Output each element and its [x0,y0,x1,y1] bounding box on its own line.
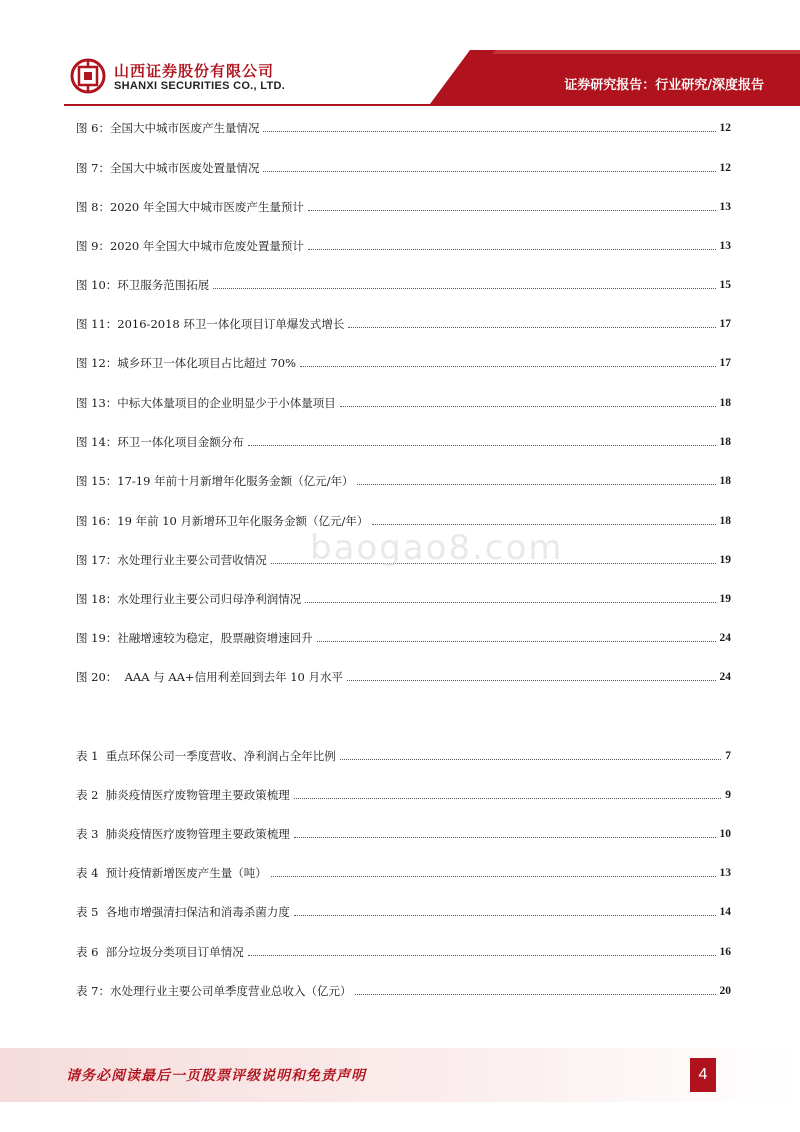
toc-leader [340,405,716,407]
toc-leader [308,248,716,250]
toc-row-figure-15[interactable] [76,469,731,489]
toc-page: 12 [719,122,731,134]
toc-row-table-6[interactable] [76,940,731,960]
toc-leader [294,797,721,799]
toc-label: 表 3 肺炎疫情医疗废物管理主要政策梳理 [76,827,290,841]
toc-page: 17 [719,357,731,369]
toc-leader [347,679,715,681]
toc-label: 图 9：2020 年全国大中城市危废处置量预计 [76,239,304,253]
toc-row-figure-9[interactable] [76,234,731,254]
toc-leader [263,170,715,172]
toc-row-figure-6[interactable] [76,116,731,136]
toc-page: 24 [719,632,731,644]
toc-leader [248,444,716,446]
toc-row-figure-13[interactable] [76,391,731,411]
toc-leader [340,758,721,760]
toc-row-figure-18[interactable] [76,587,731,607]
toc-label: 图 6：全国大中城市医废产生量情况 [76,121,260,135]
toc-page: 16 [719,946,731,958]
toc-row-figure-19[interactable] [76,626,731,646]
toc-row-figure-12[interactable] [76,351,731,371]
page-footer [0,1048,800,1102]
toc-leader [372,523,715,525]
toc-label: 图 7：全国大中城市医废处置量情况 [76,161,260,175]
toc-row-figure-7[interactable] [76,156,731,176]
toc-label: 图 17：水处理行业主要公司营收情况 [76,553,267,567]
toc-label: 图 10：环卫服务范围拓展 [76,278,210,292]
header-divider [64,104,800,106]
toc-row-figure-11[interactable] [76,312,731,332]
toc-leader [308,209,716,211]
toc-label: 图 20： AAA 与 AA+信用利差回到去年 10 月水平 [76,670,344,684]
header-band [0,0,800,110]
toc-page: 17 [719,318,731,330]
toc-leader [294,836,716,838]
toc-label: 图 16：19 年前 10 月新增环卫年化服务金额（亿元/年） [76,514,369,528]
toc-row-table-3[interactable] [76,822,731,842]
toc-row-table-7[interactable] [76,979,731,999]
disclaimer-text: 请务必阅读最后一页股票评级说明和免责声明 [66,1068,366,1084]
toc-page: 24 [719,671,731,683]
toc-leader [300,365,715,367]
toc-leader [263,130,715,132]
toc-page: 14 [719,906,731,918]
company-name-cn: 山西证券股份有限公司 [114,62,275,80]
toc-label: 表 7：水处理行业主要公司单季度营业总收入（亿元） [76,984,352,998]
toc-label: 图 15：17-19 年前十月新增年化服务金额（亿元/年） [76,474,354,488]
toc-page: 13 [719,240,731,252]
toc-page: 19 [719,593,731,605]
watermark: baogao8.com [310,528,564,568]
toc-row-table-2[interactable] [76,783,731,803]
toc-label: 图 13：中标大体量项目的企业明显少于小体量项目 [76,396,336,410]
toc-page: 12 [719,162,731,174]
toc-page: 7 [725,750,731,762]
report-type-label: 证券研究报告：行业研究/深度报告 [564,78,764,93]
toc-label: 表 2 肺炎疫情医疗废物管理主要政策梳理 [76,788,290,802]
page-header [0,0,800,110]
toc-row-table-5[interactable] [76,900,731,920]
page-number: 4 [690,1058,716,1092]
toc-page: 20 [719,985,731,997]
toc-leader [294,914,716,916]
toc-label: 表 4 预计疫情新增医废产生量（吨） [76,866,267,880]
toc-label: 图 18：水处理行业主要公司归母净利润情况 [76,592,302,606]
toc-label: 表 1 重点环保公司一季度营收、净利润占全年比例 [76,749,336,763]
toc-leader [355,993,715,995]
toc-page: 19 [719,554,731,566]
toc-page: 15 [719,279,731,291]
toc-leader [348,326,715,328]
company-logo-icon [70,58,106,94]
toc-leader [213,287,715,289]
toc-label: 图 12：城乡环卫一体化项目占比超过 70% [76,356,297,370]
toc-label: 图 8：2020 年全国大中城市医废产生量预计 [76,200,304,214]
toc-label: 图 11：2016-2018 环卫一体化项目订单爆发式增长 [76,317,345,331]
toc-page: 18 [719,475,731,487]
toc-row-table-4[interactable] [76,861,731,881]
toc-page: 18 [719,436,731,448]
toc-row-figure-8[interactable] [76,195,731,215]
toc-page: 13 [719,867,731,879]
toc-page: 10 [719,828,731,840]
toc-page: 18 [719,515,731,527]
company-name-en: SHANXI SECURITIES CO., LTD. [114,80,286,92]
toc-row-figure-20[interactable] [76,665,731,685]
toc-page: 13 [719,201,731,213]
toc-leader [357,483,715,485]
toc-label: 图 19：社融增速较为稳定，股票融资增速回升 [76,631,313,645]
toc-label: 图 14：环卫一体化项目金额分布 [76,435,244,449]
toc-label: 表 5 各地市增强清扫保洁和消毒杀菌力度 [76,905,290,919]
toc-page: 9 [725,789,731,801]
toc-row-table-1[interactable] [76,744,731,764]
toc-row-figure-14[interactable] [76,430,731,450]
toc-row-figure-16[interactable] [76,509,731,529]
toc-leader [305,601,715,603]
toc-page: 18 [719,397,731,409]
toc-leader [317,640,716,642]
toc-label: 表 6 部分垃圾分类项目订单情况 [76,945,244,959]
toc-leader [271,875,716,877]
toc-leader [248,954,716,956]
toc-row-figure-10[interactable] [76,273,731,293]
